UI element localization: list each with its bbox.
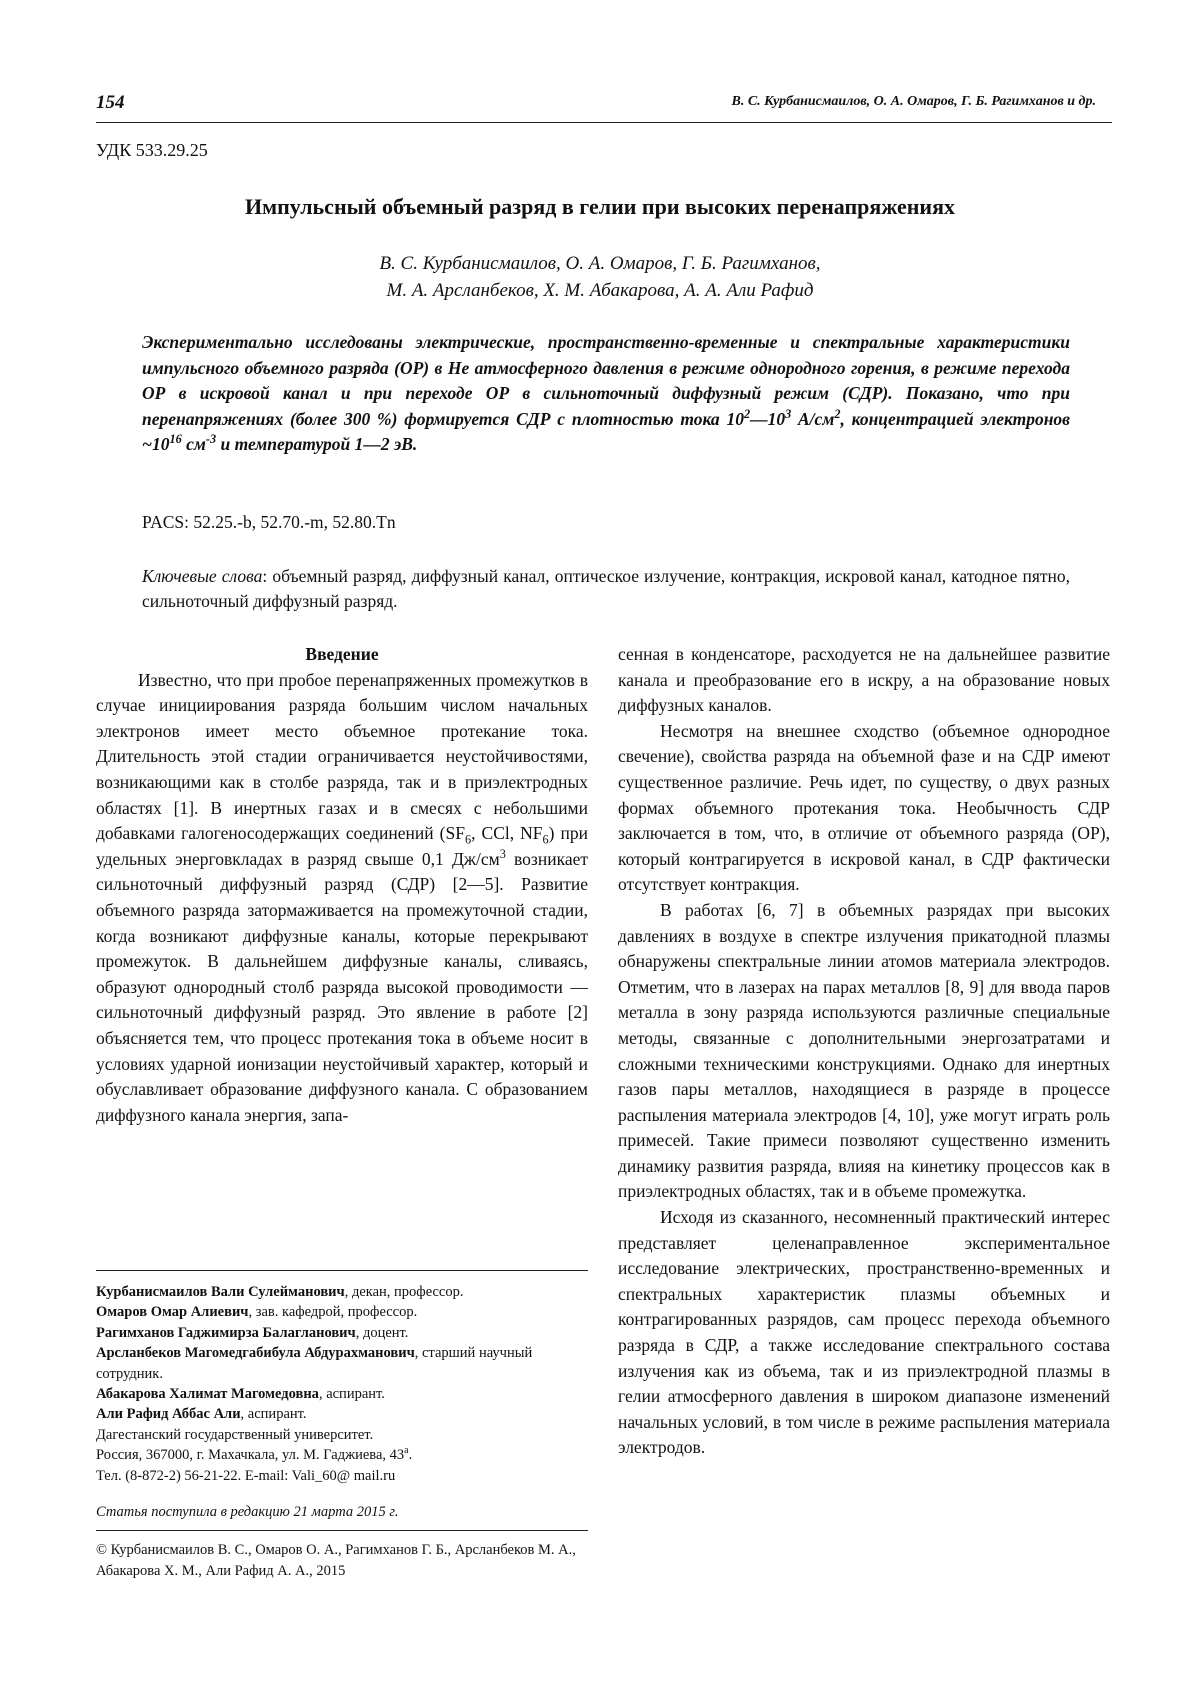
author-line-2: М. А. Арсланбеков, Х. М. Абакарова, А. А. Али Рафид <box>386 280 814 301</box>
running-authors: В. С. Курбанисмаилов, О. А. Омаров, Г. Б. Рагимханов и др. <box>731 94 1096 109</box>
udk-code: УДК 533.29.25 <box>96 140 208 160</box>
footnote-rule <box>96 1270 588 1271</box>
received-rule <box>96 1530 588 1531</box>
received-date: Статья поступила в редакцию 21 марта 2015 г. <box>96 1504 399 1520</box>
affiliation-author-2: Омаров Омар Алиевич, зав. кафедрой, профессор. <box>96 1304 418 1321</box>
copyright-notice: © Курбанисмаилов В. С., Омаров О. А., Рагимханов Г. Б., Арсланбеков М. А., Абакарова Х. М., Али Рафид А. А., 2015 <box>96 1542 576 1579</box>
affiliation-author-3: Рагимханов Гаджимирза Балагланович, доцент. <box>96 1324 409 1341</box>
affiliation-organization: Дагестанский государственный университет. <box>96 1426 374 1443</box>
keywords-text: : объемный разряд, диффузный канал, оптическое излучение, контракция, искровой канал, катодное пятно, сильноточный диффузный разряд. <box>142 566 1071 611</box>
author-affiliations <box>96 1282 588 1486</box>
affiliation-author-4: Арсланбеков Магомедгабибула Абдурахманович, старший научный сотрудник. <box>96 1345 533 1382</box>
keywords-label: Ключевые слова <box>142 566 263 586</box>
article-title: Импульсный объемный разряд в гелии при высоких перенапряжениях <box>244 194 955 219</box>
affiliation-contacts: Тел. (8-872-2) 56-21-22. E-mail: Vali_60@ mail.ru <box>96 1467 396 1484</box>
intro-paragraph-1: Известно, что при пробое перенапряженных промежутков в случае инициирования разряда большим числом начальных электронов имеет место объемное протекание тока. Длительность этой стадии ограничивается неустойчивостями, возникающими как в столбе разряда, так и в приэлектродных областях [1]. В инертных газах и в смесях с небольшими добавками галогеносодержащих соединений ($SF_6$, CCl, $NF_6$) при удельных энерговкладах в разряд свыше 0,1 $Дж/см^3$ возникает сильноточный диффузный разряд (СДР) [2—5]. Развитие объемного разряда затормаживается на промежуточной стадии, когда возникают диффузные каналы, которые перекрывают промежуток. В дальнейшем диффузные каналы, сливаясь, образуют однородный столб разряда высокой проводимости — сильноточный диффузный разряд. Это явление в работе [2] объясняется тем, что процесс протекания тока в объеме носит в условиях ударной ионизации неустойчивый характер, который и обуславливает образование диффузного канала. С образованием диффузного канала энергия, запа- <box>96 669 588 1125</box>
affiliation-address: Россия, 367000, г. Махачкала, ул. М. Гаджиева, $43^а$. <box>96 1445 413 1464</box>
keywords <box>142 564 1070 614</box>
running-header <box>96 92 1104 118</box>
header-rule <box>96 122 1112 123</box>
author-list <box>96 250 1104 304</box>
intro-paragraph-4: Исходя из сказанного, несомненный практический интерес представляет целенаправленное экспериментальное исследование электрических, пространственно-временных и спектральных характеристик плазмы объемных и контрагированных разрядов, сам процесс перехода объемного разряда в СДР, а также исследование спектрального состава излучения как из объема, так и из приэлектродной плазмы в гелии атмосферного давления в широком диапазоне изменений начальных условий, в том числе в режиме распыления материала электродов. <box>618 1207 1110 1458</box>
pacs-codes: PACS: 52.25.-b, 52.70.-m, 52.80.Tn <box>142 512 396 532</box>
intro-paragraph-2: Несмотря на внешнее сходство (объемное однородное свечение), свойства разряда на объемной фазе и на СДР имеют существенное различие. Речь идет, по существу, о двух разных формах объемного протекания тока. Необычность СДР заключается в том, что, в отличие от объемного разряда (ОР), который контрагируется в искровой канал, в СДР фактически отсутствует контракция. <box>618 720 1110 895</box>
affiliation-author-6: Али Рафид Аббас Али, аспирант. <box>96 1406 307 1423</box>
abstract: Экспериментально исследованы электрические, пространственно-временные и спектральные характеристики импульсного объемного разряда (ОР) в Не атмосферного давления в режиме однородного горения, в режиме перехода ОР в искровой канал и при переходе ОР в сильноточный диффузный режим (СДР). Показано, что при перенапряжениях (более 300 %) формируется СДР с плотностью тока $10^2—10^3$ $А/см^2$, концентрацией электронов $\sim 10^{16}$ $см^{-3}$ и температурой 1—2 эВ. <box>142 332 1071 454</box>
left-column <box>96 642 588 1128</box>
page-number: 154 <box>96 92 125 113</box>
right-column <box>618 642 1110 1461</box>
affiliation-author-1: Курбанисмаилов Вали Сулейманович, декан, профессор. <box>96 1284 464 1300</box>
author-line-1: В. С. Курбанисмаилов, О. А. Омаров, Г. Б. Рагимханов, <box>379 253 821 274</box>
section-heading-introduction: Введение <box>305 644 379 664</box>
affiliation-author-5: Абакарова Халимат Магомедовна, аспирант. <box>96 1386 385 1403</box>
intro-paragraph-1-continued: сенная в конденсаторе, расходуется не на дальнейшее развитие канала и преобразование его в искру, а на образование новых диффузных каналов. <box>618 644 1110 716</box>
intro-paragraph-3: В работах [6, 7] в объемных разрядах при высоких давлениях в воздухе в спектре излучения прикатодной плазмы обнаружены спектральные линии атомов материала электродов. Отметим, что в лазерах на парах металлов [8, 9] для ввода паров металла в зону разряда используются различные специальные методы, связанные с дополнительными энергозатратами и сложными техническими конструкциями. Однако для инертных газов пары металлов, находящиеся в разряде в процессе распыления материала электродов [4, 10], уже могут играть роль примесей. Такие примеси позволяют существенно изменить динамику развития разряда, влияя на кинетику процессов как в приэлектродных областях, так и в объеме промежутка. <box>618 899 1110 1202</box>
